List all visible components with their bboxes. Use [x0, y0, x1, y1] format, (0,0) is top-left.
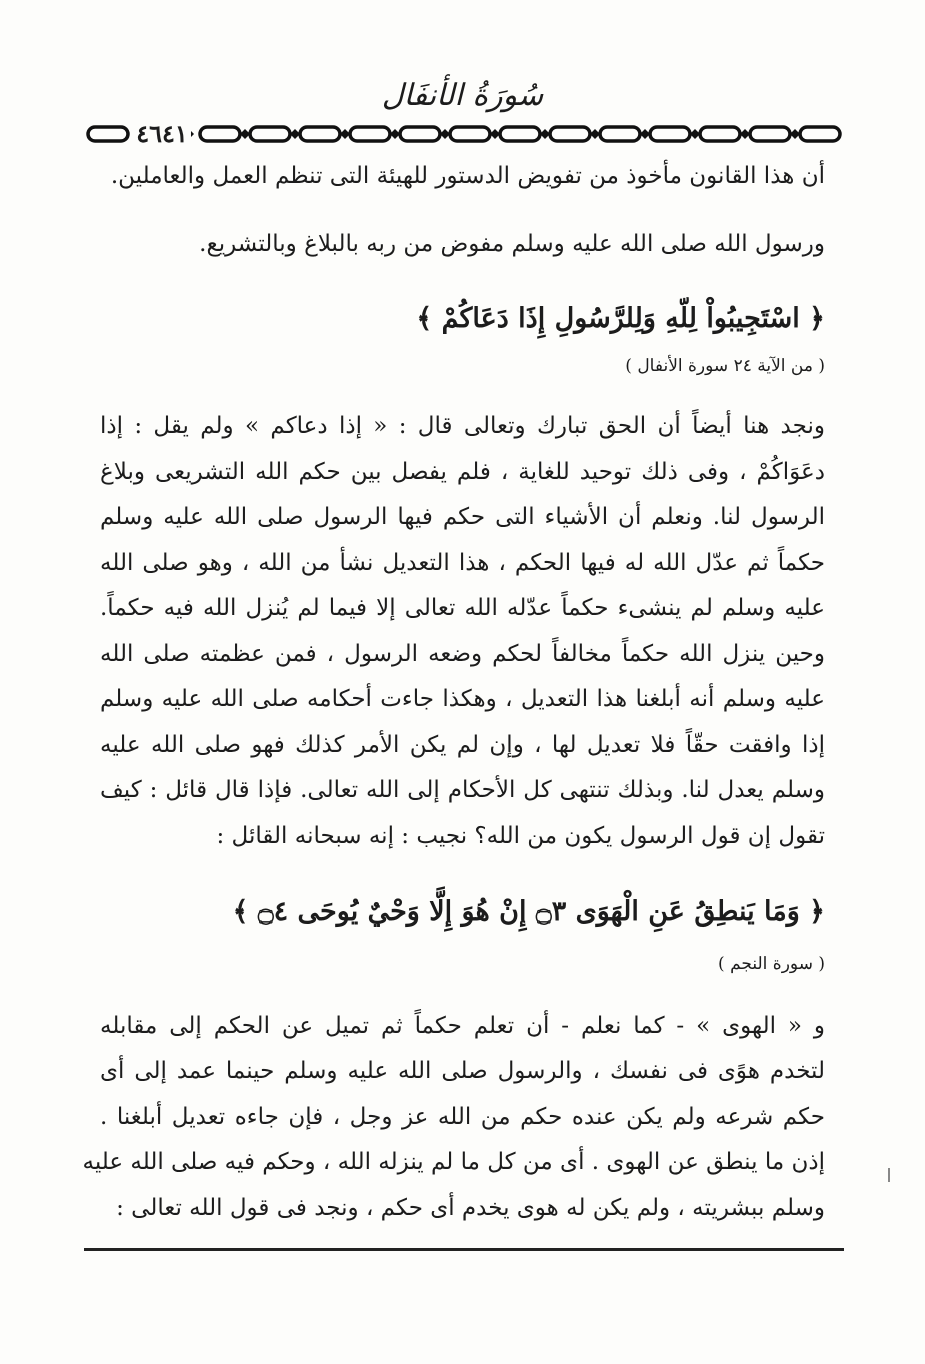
margin-mark [888, 1168, 890, 1182]
paragraph-line: عليه وسلم لم ينشىء حكماً عدّله الله تعالى إلا فيما لم يُنزل الله فيه حكماً. [100, 595, 825, 621]
footer-rule [84, 1248, 844, 1251]
paragraph-line: الرسول لنا. ونعلم أن الأشياء التى حكم فيها الرسول صلى الله عليه وسلم [100, 504, 825, 530]
paragraph-line: إذن ما ينطق عن الهوى . أى من كل ما لم ينزله الله ، وحكم فيه صلى الله عليه [82, 1149, 825, 1175]
paragraph-line: تقول إن قول الرسول يكون من الله؟ نجيب : إنه سبحانه القائل : [216, 823, 825, 849]
quran-verse: ﴿ وَمَا يَنطِقُ عَنِ الْهَوَى ۝٣ إِنْ هُوَ إِلَّا وَحْيٌ يُوحَى ۝٤ ﴾ [232, 896, 825, 927]
paragraph-line: ونجد هنا أيضاً أن الحق تبارك وتعالى قال : « إذا دعاكم » ولم يقل : إذا [100, 413, 825, 439]
paragraph-line: حكماً ثم عدّل الله له فيها الحكم ، هذا التعديل نشأ من الله ، وهو صلى الله [100, 550, 825, 576]
quran-verse: ﴿ اسْتَجِيبُواْ لِلّهِ وَلِلرَّسُولِ إِذَا دَعَاكُمْ ﴾ [416, 303, 825, 334]
page-number: ٤٦٤١ [133, 120, 191, 148]
surah-title: سُورَةُ الأنفَال [381, 78, 544, 113]
header-ornament-border [84, 122, 844, 146]
paragraph-line: حكم شرعه ولم يكن عنده حكم من الله عز وجل ، فإن جاءه تعديل أبلغنا . [100, 1104, 825, 1130]
paragraph-line: دعَوَاكُمْ ، وفى ذلك توحيد للغاية ، فلم يفصل بين حكم الله التشريعى وبلاغ [100, 459, 825, 485]
paragraph-line: وحين ينزل الله حكماً مخالفاً لحكم وضعه الرسول ، فمن عظمته صلى الله [100, 641, 825, 667]
paragraph-line: و « الهوى » - كما نعلم - أن تعلم حكماً ثم تميل عن الحكم إلى مقابله [100, 1013, 825, 1039]
paragraph-line: عليه وسلم أنه أبلغنا هذا التعديل ، وهكذا جاءت أحكامه صلى الله عليه وسلم [100, 686, 825, 712]
paragraph-line: وسلم يعدل لنا. وبذلك تنتهى كل الأحكام إلى الله تعالى. فإذا قال قائل : كيف [100, 777, 825, 803]
paragraph-line: لتخدم هوًى فى نفسك ، والرسول صلى الله عليه وسلم حينما عمد إلى أى [100, 1058, 825, 1084]
paragraph-line: وسلم ببشريته ، ولم يكن له هوى يخدم أى حكم ، ونجد فى قول الله تعالى : [116, 1195, 825, 1221]
paragraph-line: ورسول الله صلى الله عليه وسلم مفوض من ربه بالبلاغ وبالتشريع. [199, 231, 825, 257]
verse-reference: ( من الآية ٢٤ سورة الأنفال ) [625, 356, 825, 376]
verse-reference: ( سورة النجم ) [718, 954, 825, 974]
paragraph-line: أن هذا القانون مأخوذ من تفويض الدستور للهيئة التى تنظم العمل والعاملين. [110, 163, 825, 189]
paragraph-line: إذا وافقت حقّاً فلا تعديل لها ، وإن لم يكن الأمر كذلك فهو صلى الله عليه [100, 732, 825, 758]
